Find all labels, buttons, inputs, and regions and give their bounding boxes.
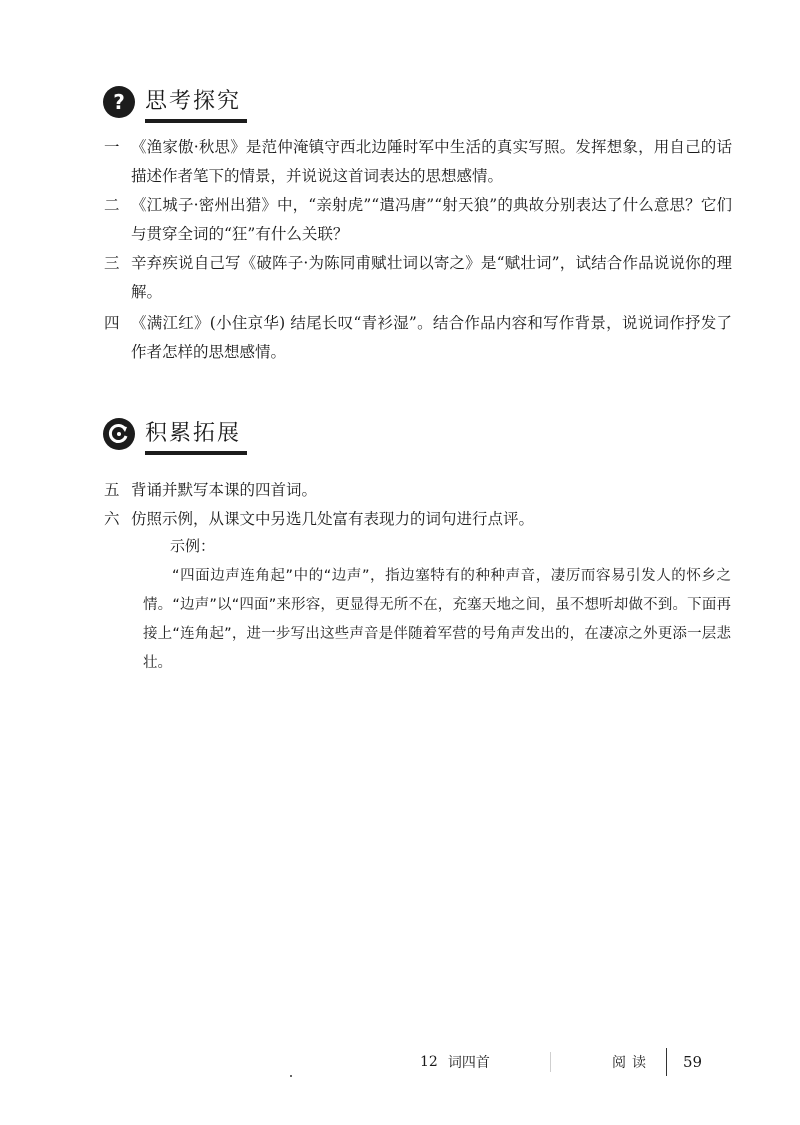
arrow-cycle-icon [103, 418, 135, 450]
question-text: 仿照示例，从课文中另选几处富有表现力的词句进行点评。 [131, 510, 535, 528]
question-text: 《渔家傲·秋思》是范仲淹镇守西北边陲时军中生活的真实写照。发挥想象，用自己的话描述作者笔下的情景，并说说这首词表达的思想感情。 [131, 138, 732, 185]
footer-divider [550, 1052, 551, 1072]
question-text: 背诵并默写本课的四首词。 [131, 481, 318, 499]
question-item [104, 505, 732, 534]
question-number: 四 [104, 314, 120, 332]
question-number: 五 [104, 481, 120, 499]
section-title: 思考探究 [145, 84, 241, 121]
chapter-number: 12 [420, 1054, 438, 1070]
question-item [104, 249, 732, 307]
question-number: 一 [104, 138, 120, 156]
example-paragraph: “四面边声连角起”中的“边声”，指边塞特有的种种声音，凄厉而容易引发人的怀乡之情。“边声”以“四面”来形容，更显得无所不在，充塞天地之间，虽不想听却做不到。下面再接上“连角起”，进一步写出这些声音是伴随着军营的号角声发出的，在凄凉之外更添一层悲壮。 [143, 568, 731, 671]
section-label: 阅读 [612, 1055, 652, 1071]
section-title: 积累拓展 [145, 416, 241, 453]
scan-speck [290, 1075, 292, 1077]
question-text: 《江城子·密州出猎》中，“亲射虎”“遣冯唐”“射天狼”的典故分别表达了什么意思？它们与贯穿全词的“狂”有什么关联？ [131, 196, 732, 243]
section-header-thinking [103, 82, 241, 122]
question-item [104, 191, 732, 249]
question-number: 六 [104, 510, 120, 528]
example-label: 示例： [170, 537, 216, 555]
question-number: 二 [104, 196, 120, 214]
question-item [104, 133, 732, 191]
question-item [104, 476, 732, 505]
footer-page-info [612, 1050, 702, 1074]
question-text: 《满江红》(小住京华) 结尾长叹“青衫湿”。结合作品内容和写作背景，说说词作抒发了作者怎样的思想感情。 [131, 314, 732, 361]
chapter-title: 词四首 [447, 1055, 490, 1071]
footer-chapter [420, 1050, 551, 1074]
question-number: 三 [104, 254, 120, 272]
question-icon: ? [103, 86, 135, 118]
page-number: 59 [683, 1053, 703, 1071]
footer-divider [666, 1048, 667, 1076]
question-text: 辛弃疾说自己写《破阵子·为陈同甫赋壮词以寄之》是“赋壮词”，试结合作品说说你的理解。 [131, 254, 732, 301]
section-header-extension [103, 414, 241, 454]
question-item [104, 309, 732, 367]
